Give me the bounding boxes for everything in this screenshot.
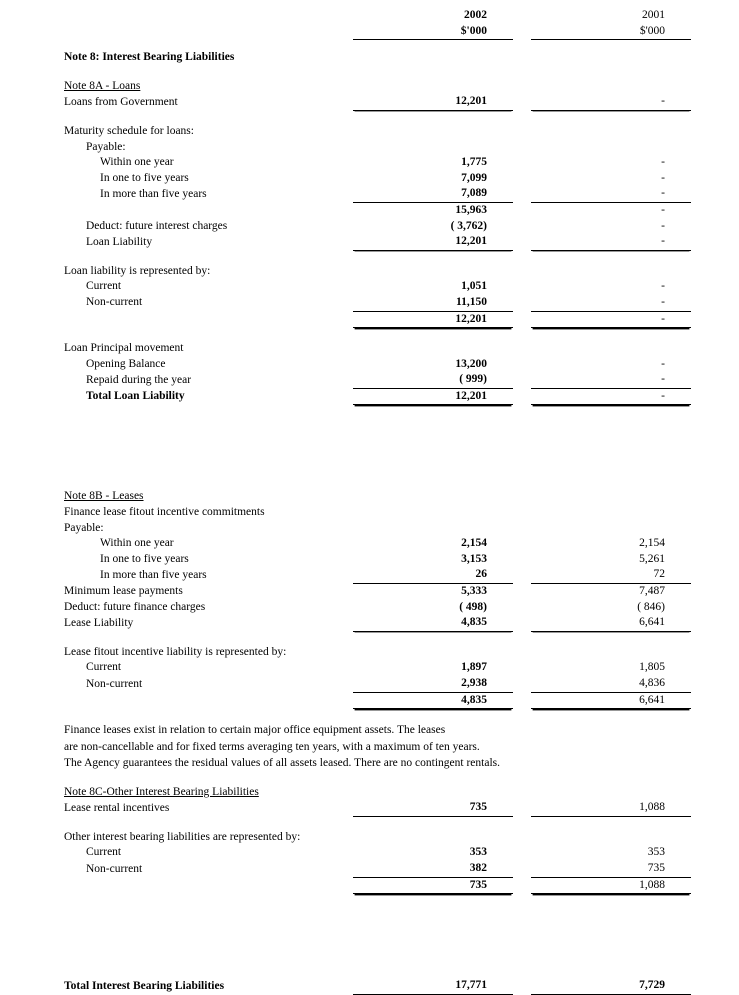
total-2001: 7,729 bbox=[531, 978, 691, 994]
table-row bbox=[0, 645, 739, 661]
table-row bbox=[0, 692, 739, 709]
table-row bbox=[0, 357, 739, 373]
row-label: Lease Liability bbox=[64, 616, 134, 629]
row-value-2002: ( 498) bbox=[459, 600, 487, 613]
row-value-2001: 1,088 bbox=[531, 800, 691, 816]
row-label: Deduct: future interest charges bbox=[86, 219, 228, 232]
spacer bbox=[0, 631, 739, 645]
row-value-2001 bbox=[531, 341, 691, 357]
table-row bbox=[0, 124, 739, 140]
row-value-2001 bbox=[531, 124, 691, 140]
row-label: Payable: bbox=[64, 521, 104, 534]
row-value-2001 bbox=[531, 645, 691, 661]
table-row bbox=[0, 341, 739, 357]
row-value-2001: 1,805 bbox=[639, 661, 665, 674]
row-value-2002: 2,938 bbox=[353, 676, 513, 692]
row-value-2001: - bbox=[661, 280, 665, 293]
spacer bbox=[0, 66, 739, 79]
note-title-row bbox=[0, 50, 739, 66]
row-value-2001: - bbox=[531, 94, 691, 110]
row-label bbox=[0, 202, 353, 218]
row-value-2002: 1,051 bbox=[461, 280, 487, 293]
row-label: Loan Liability bbox=[86, 235, 153, 248]
row-value-2002: 7,089 bbox=[353, 186, 513, 202]
header-2001-unit: $'000 bbox=[531, 24, 691, 40]
spacer-before-8c bbox=[0, 772, 739, 785]
row-value-2002: 1,775 bbox=[461, 156, 487, 169]
paragraph-line: Finance leases exist in relation to certain major office equipment assets. The leases bbox=[64, 724, 446, 737]
row-label: Loan liability is represented by: bbox=[64, 264, 211, 277]
row-value-2002: 15,963 bbox=[455, 203, 487, 216]
row-value-2001: - bbox=[531, 372, 691, 388]
row-value-2001: 7,487 bbox=[639, 585, 665, 598]
spacer bbox=[0, 816, 739, 830]
note8a-heading: Note 8A - Loans bbox=[64, 79, 141, 92]
row-label: In one to five years bbox=[100, 171, 189, 184]
row-value-2001: 4,836 bbox=[531, 676, 691, 692]
table-row bbox=[0, 388, 739, 405]
spacer-before-paragraph bbox=[0, 709, 739, 723]
note8b-heading: Note 8B - Leases bbox=[64, 490, 144, 503]
row-label: Minimum lease payments bbox=[64, 585, 183, 598]
row-label: Maturity schedule for loans: bbox=[64, 124, 194, 137]
spacer bbox=[0, 250, 739, 264]
row-value-2001: - bbox=[531, 295, 691, 311]
table-row bbox=[0, 372, 739, 388]
row-label: Current bbox=[86, 661, 122, 674]
row-value-2002 bbox=[353, 124, 513, 140]
row-label: Finance lease fitout incentive commitments bbox=[64, 506, 265, 519]
table-row bbox=[0, 536, 739, 552]
table-row bbox=[0, 660, 739, 676]
row-value-2001: 735 bbox=[531, 861, 691, 877]
row-value-2001: - bbox=[661, 357, 665, 370]
row-value-2002: 735 bbox=[353, 800, 513, 816]
table-row bbox=[0, 202, 739, 218]
row-label: In more than five years bbox=[100, 187, 207, 200]
table-row bbox=[0, 234, 739, 250]
row-value-2001: 2,154 bbox=[639, 537, 665, 550]
row-value-2002: 4,835 bbox=[353, 615, 513, 631]
row-value-2001 bbox=[531, 140, 691, 156]
row-value-2001: 6,641 bbox=[531, 615, 691, 631]
row-value-2002 bbox=[353, 830, 513, 846]
row-value-2002 bbox=[353, 264, 513, 280]
row-label: Other interest bearing liabilities are represented by: bbox=[64, 830, 301, 843]
row-label: Repaid during the year bbox=[86, 373, 192, 386]
row-label: In one to five years bbox=[100, 552, 189, 565]
row-value-2002: ( 999) bbox=[353, 372, 513, 388]
table-row bbox=[0, 521, 739, 537]
page-title: Note 8: Interest Bearing Liabilities bbox=[64, 51, 235, 64]
table-row bbox=[0, 676, 739, 692]
row-value-2001 bbox=[531, 264, 691, 280]
row-label: Within one year bbox=[100, 537, 174, 550]
row-label: Current bbox=[86, 280, 122, 293]
note8b-rows bbox=[0, 505, 739, 709]
row-label: Non-current bbox=[86, 677, 143, 690]
row-value-2002 bbox=[353, 505, 513, 521]
total-row bbox=[0, 978, 739, 994]
table-row bbox=[0, 140, 739, 156]
row-value-2001: - bbox=[531, 311, 691, 328]
row-value-2002: 3,153 bbox=[461, 552, 487, 565]
row-value-2002 bbox=[353, 341, 513, 357]
note8a-heading-row bbox=[0, 79, 739, 95]
row-label bbox=[0, 877, 353, 894]
row-value-2002: 353 bbox=[469, 846, 487, 859]
row-value-2002 bbox=[353, 140, 513, 156]
table-row bbox=[0, 94, 739, 110]
table-row bbox=[0, 219, 739, 235]
header-2002-year: 2002 bbox=[464, 9, 487, 21]
row-value-2001: 353 bbox=[647, 846, 665, 859]
row-value-2002: 12,201 bbox=[353, 94, 513, 110]
row-label: Loans from Government bbox=[64, 95, 178, 108]
row-value-2002: 12,201 bbox=[353, 234, 513, 250]
table-row bbox=[0, 615, 739, 631]
top-padding-row bbox=[0, 0, 739, 8]
row-label bbox=[0, 692, 353, 709]
row-label: Within one year bbox=[100, 156, 174, 169]
row-value-2001: - bbox=[661, 203, 665, 216]
table-row bbox=[0, 552, 739, 568]
table-row bbox=[0, 861, 739, 877]
table-row bbox=[0, 295, 739, 311]
row-label: Current bbox=[86, 846, 122, 859]
row-value-2002: 5,333 bbox=[461, 585, 487, 598]
section-gap-a-b bbox=[0, 405, 739, 464]
row-value-2002: 7,099 bbox=[461, 171, 487, 184]
row-value-2002 bbox=[353, 521, 513, 537]
row-value-2002: 4,835 bbox=[353, 692, 513, 709]
header-2001-year: 2001 bbox=[642, 9, 665, 21]
paragraph-line: are non-cancellable and for fixed terms averaging ten years, with a maximum of ten years. bbox=[64, 740, 480, 753]
column-header-unit-row bbox=[0, 24, 739, 40]
row-label: Deduct: future finance charges bbox=[64, 600, 206, 613]
table-row bbox=[0, 155, 739, 171]
row-label: Lease fitout incentive liability is represented by: bbox=[64, 645, 287, 658]
table-row bbox=[0, 171, 739, 187]
row-value-2002: 12,201 bbox=[353, 311, 513, 328]
row-value-2002: 735 bbox=[353, 877, 513, 894]
spacer bbox=[0, 328, 739, 342]
row-value-2001 bbox=[531, 521, 691, 537]
table-row bbox=[0, 311, 739, 328]
row-value-2001: - bbox=[531, 388, 691, 405]
row-value-2001: - bbox=[661, 171, 665, 184]
row-label: Payable: bbox=[86, 140, 126, 153]
header-2002-unit: $'000 bbox=[353, 24, 513, 40]
row-value-2001 bbox=[531, 830, 691, 846]
row-label: Total Loan Liability bbox=[86, 390, 185, 403]
row-value-2002 bbox=[353, 645, 513, 661]
row-value-2002: ( 3,762) bbox=[450, 219, 487, 232]
row-value-2001: 1,088 bbox=[531, 877, 691, 894]
row-value-2002: 2,154 bbox=[461, 537, 487, 550]
row-label: Lease rental incentives bbox=[64, 801, 170, 814]
row-value-2002: 13,200 bbox=[455, 357, 487, 370]
section-gap-a-b-2 bbox=[0, 463, 739, 489]
row-label: Loan Principal movement bbox=[64, 342, 184, 355]
spacer bbox=[0, 110, 739, 124]
row-value-2001: ( 846) bbox=[637, 600, 665, 613]
total-label: Total Interest Bearing Liabilities bbox=[64, 979, 225, 992]
note8b-heading-row bbox=[0, 489, 739, 505]
note8c-heading: Note 8C-Other Interest Bearing Liabilities bbox=[64, 785, 259, 798]
total-2002: 17,771 bbox=[353, 978, 513, 994]
table-row bbox=[0, 845, 739, 861]
row-value-2002: 12,201 bbox=[353, 388, 513, 405]
row-value-2001: 72 bbox=[531, 567, 691, 583]
row-value-2002: 11,150 bbox=[353, 295, 513, 311]
row-value-2001: - bbox=[531, 234, 691, 250]
table-row bbox=[0, 830, 739, 846]
row-label: Non-current bbox=[86, 296, 143, 309]
note8b-paragraph bbox=[0, 722, 739, 772]
row-label: Non-current bbox=[86, 862, 143, 875]
row-label: Opening Balance bbox=[86, 357, 166, 370]
note8a-rows bbox=[0, 94, 739, 405]
table-row bbox=[0, 800, 739, 816]
row-value-2001 bbox=[531, 505, 691, 521]
row-label bbox=[0, 311, 353, 328]
table-row bbox=[0, 264, 739, 280]
row-label: In more than five years bbox=[100, 568, 207, 581]
paragraph-line: The Agency guarantees the residual values of all assets leased. There are no contingent rentals. bbox=[64, 757, 500, 770]
row-value-2001: - bbox=[531, 186, 691, 202]
header-spacer bbox=[0, 40, 739, 51]
table-row bbox=[0, 279, 739, 295]
row-value-2001: - bbox=[661, 156, 665, 169]
table-row bbox=[0, 877, 739, 894]
table-row bbox=[0, 567, 739, 583]
note8c-rows bbox=[0, 800, 739, 893]
note8c-heading-row bbox=[0, 785, 739, 801]
table-row bbox=[0, 600, 739, 616]
row-value-2002: 1,897 bbox=[461, 661, 487, 674]
table-row bbox=[0, 186, 739, 202]
section-gap-before-total bbox=[0, 894, 739, 953]
row-value-2002: 26 bbox=[353, 567, 513, 583]
row-value-2001: - bbox=[661, 219, 665, 232]
row-value-2002: 382 bbox=[353, 861, 513, 877]
table-row bbox=[0, 505, 739, 521]
section-gap-before-total-2 bbox=[0, 952, 739, 978]
row-value-2001: 6,641 bbox=[531, 692, 691, 709]
table-row bbox=[0, 584, 739, 600]
row-value-2001: 5,261 bbox=[639, 552, 665, 565]
column-header-year-row bbox=[0, 8, 739, 24]
